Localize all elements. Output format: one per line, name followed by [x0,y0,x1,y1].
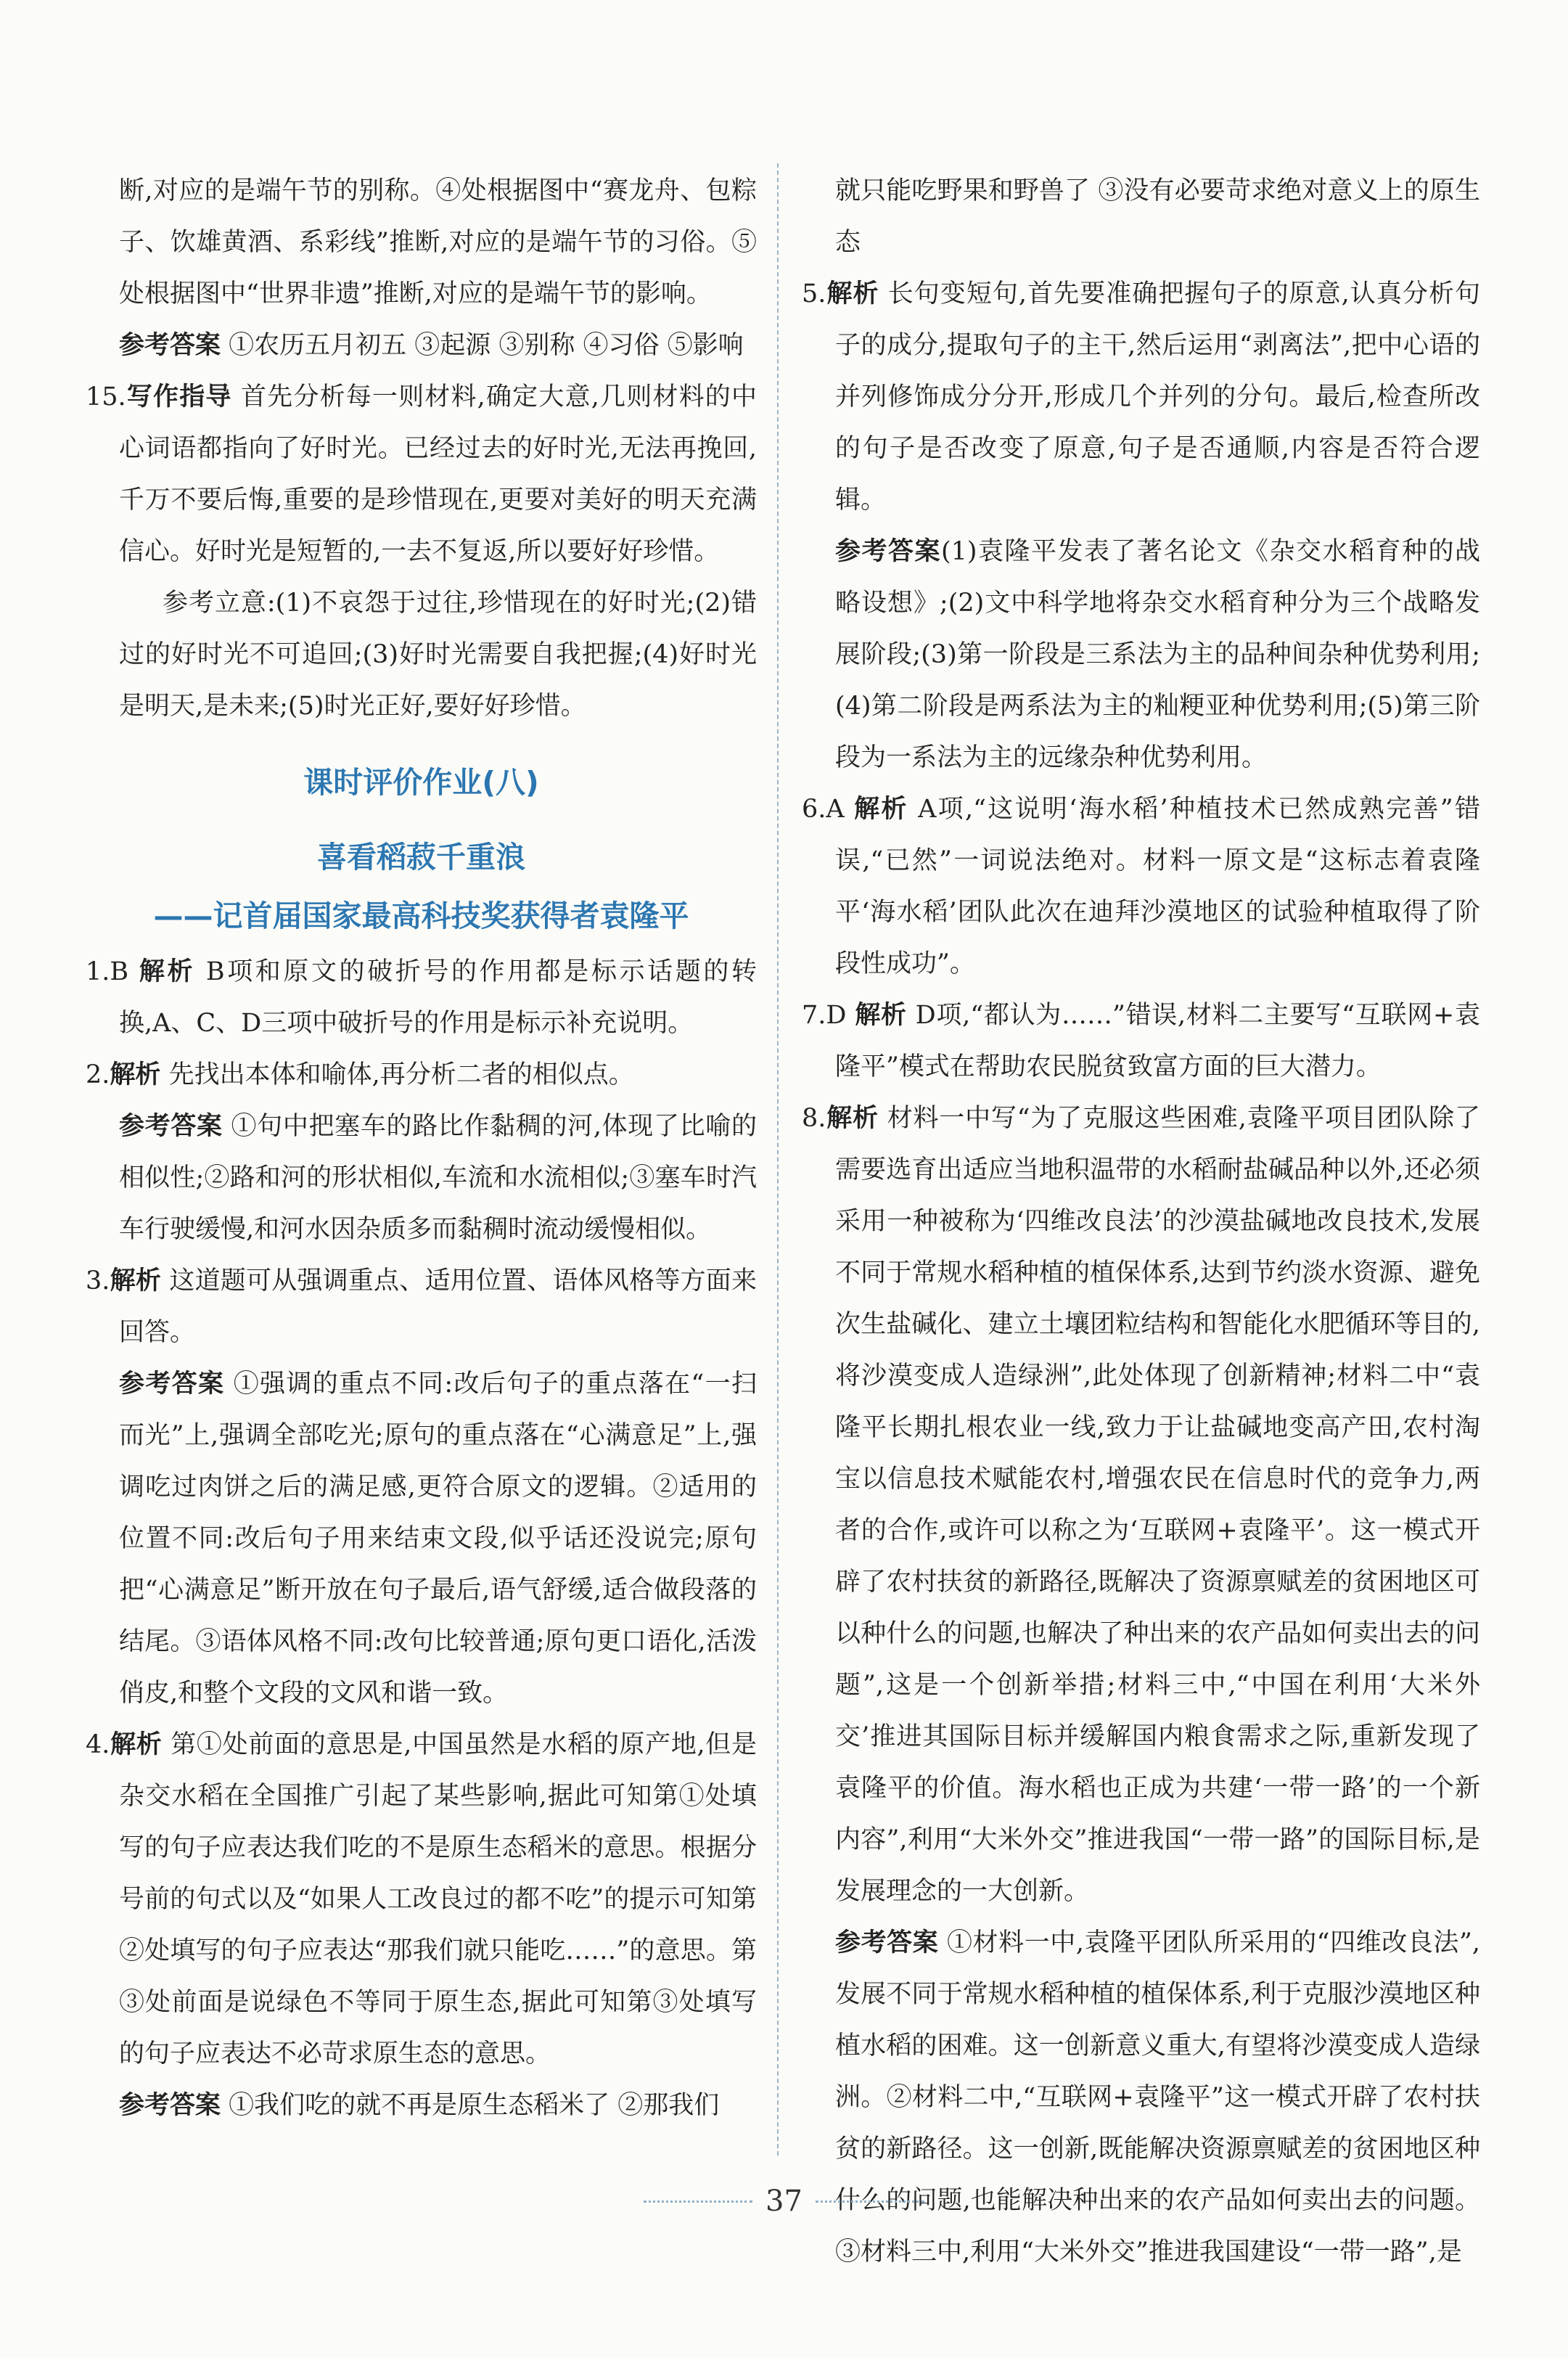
writing-guide-text: 首先分析每一则材料,确定大意,几则材料的中心词语都指向了好时光。已经过去的好时光,无法再挽回,千万不要后悔,重要的是珍惜现在,更要对美好的明天充满信心。好时光是短暂的,一去不复返,所以要好好珍惜。 [119,382,757,566]
reference-answer-text: ①强调的重点不同:改后句子的重点落在“一扫而光”上,强调全部吃光;原句的重点落在“心满意足”上,强调吃过肉饼之后的满足感,更符合原文的逻辑。②适用的位置不同:改后句子用来结束文段,似乎话还没说完;原句把“心满意足”断开放在句子最后,语气舒缓,适合做段落的结尾。③语体风格不同:改句比较普通;原句更口语化,活泼俏皮,和整个文段的文风和谐一致。 [119,1370,757,1708]
question-2 [86,1049,757,1101]
footer-ornament-left [644,2201,752,2203]
analysis-label: 解析 [139,957,196,986]
reference-answer-label: 参考答案 [119,1370,225,1399]
footer-ornament-right [816,2201,924,2203]
question-number: 3. [86,1266,110,1295]
reference-answer-text: ①材料一中,袁隆平团队所采用的“四维改良法”,发展不同于常规水稻种植的植保体系,利于克服沙漠地区种植水稻的困难。这一创新意义重大,有望将沙漠变成人造绿洲。②材料二中,“互联网+袁隆平”这一模式开辟了农村扶贫的新路径。这一创新,既能解决资源禀赋差的贫困地区种什么的问题,也能解决种出来的农产品如何卖出去的问题。③材料三中,利用“大米外交”推进我国建设“一带一路”,是 [835,1928,1480,2267]
reference-answer-label: 参考答案 [835,537,941,566]
paragraph-text: 就只能吃野果和野兽了 ③没有必要苛求绝对意义上的原生态 [835,176,1480,257]
question-number: 15. [86,382,126,412]
reference-answer-text: ①农历五月初五 ③起源 ③别称 ④习俗 ⑤影响 [229,331,744,360]
question-number: 8. [802,1104,826,1133]
question-4 [86,1719,757,2080]
paragraph-text: 参考立意:(1)不哀怨于过往,珍惜现在的好时光;(2)错过的好时光不可追回;(3)好时光需要自我把握;(4)好时光是明天,是未来;(5)时光正好,要好好珍惜。 [119,589,757,721]
reference-answer-text: ①我们吃的就不再是原生态稻米了 ②那我们 [229,2091,720,2120]
question-5 [802,269,1480,526]
reference-answer-text: (1)袁隆平发表了著名论文《杂交水稻育种的战略设想》;(2)文中科学地将杂交水稻育种分为三个战略发展阶段;(3)第一阶段是三系法为主的品种间杂种优势利用;(4)第二阶段是两系法为主的籼粳亚种优势利用;(5)第三阶段为一系法为主的远缘杂种优势利用。 [835,537,1480,772]
analysis-text: 先找出本体和喻体,再分析二者的相似点。 [168,1060,634,1089]
question-3 [86,1256,757,1359]
answer-14-reference [86,320,757,372]
left-column [86,165,757,2132]
question-4-answer-continued [802,165,1480,269]
question-8 [802,1093,1480,1917]
analysis-label: 解析 [826,1104,879,1133]
analysis-label: 解析 [855,1001,907,1030]
reference-answer-label: 参考答案 [119,331,221,360]
question-number: 2. [86,1060,110,1089]
question-3-answer [86,1359,757,1719]
reference-answer-label: 参考答案 [119,1112,223,1141]
right-column [802,165,1480,2278]
analysis-label: 解析 [110,1730,163,1759]
question-number: 5. [802,279,826,308]
analysis-label: 解析 [854,795,908,824]
column-divider [777,163,779,2156]
section-title: 课时评价作业(八) [303,765,539,800]
question-1 [86,946,757,1049]
analysis-label: 解析 [110,1266,162,1295]
lesson-title: 喜看稻菽千重浪 [317,840,525,875]
analysis-text: A项,“这说明‘海水稻’种植技术已然成熟完善”错误,“已然”一词说法绝对。材料一原文是“这标志着袁隆平‘海水稻’团队此次在迪拜沙漠地区的试验种植取得了阶段性成功”。 [835,795,1480,978]
question-5-answer [802,526,1480,784]
question-6 [802,784,1480,990]
reference-answer-label: 参考答案 [119,2091,221,2120]
analysis-text: 这道题可从强调重点、适用位置、语体风格等方面来回答。 [119,1266,757,1347]
question-4-answer [86,2080,757,2132]
question-2-answer [86,1101,757,1256]
question-number: 1.B [86,957,129,986]
question-number: 7.D [802,1001,847,1030]
analysis-text: B项和原文的破折号的作用都是标示话题的转换,A、C、D三项中破折号的作用是标示补充说明。 [119,957,757,1038]
question-number: 4. [86,1730,110,1759]
page-footer [0,2185,1568,2218]
paragraph-text: 断,对应的是端午节的别称。④处根据图中“赛龙舟、包粽子、饮雄黄酒、系彩线”推断,对应的是端午节的习俗。⑤处根据图中“世界非遗”推断,对应的是端午节的影响。 [119,176,757,308]
question-15-reference-ideas [86,578,757,732]
lesson-subtitle: ——记首届国家最高科技奖获得者袁隆平 [153,898,689,933]
analysis-text: D项,“都认为……”错误,材料二主要写“互联网+袁隆平”模式在帮助农民脱贫致富方面的巨大潜力。 [835,1001,1480,1081]
analysis-text: 第①处前面的意思是,中国虽然是水稻的原产地,但是杂交水稻在全国推广引起了某些影响,据此可知第①处填写的句子应表达我们吃的不是原生态稻米的意思。根据分号前的句式以及“如果人工改良过的都不吃”的提示可知第②处填写的句子应表达“那我们就只能吃……”的意思。第③处前面是说绿色不等同于原生态,据此可知第③处填写的句子应表达不必苛求原生态的意思。 [119,1730,757,2068]
question-number: 6.A [802,795,845,824]
writing-guide-label: 写作指导 [126,382,232,412]
analysis-label: 解析 [110,1060,161,1089]
analysis-label: 解析 [826,279,879,308]
reference-answer-label: 参考答案 [835,1928,939,1957]
question-15 [86,372,757,578]
reference-answer-text: ①句中把塞车的路比作黏稠的河,体现了比喻的相似性;②路和河的形状相似,车流和水流相似;③塞车时汽车行驶缓慢,和河水因杂质多而黏稠时流动缓慢相似。 [119,1112,757,1244]
analysis-text: 材料一中写“为了克服这些困难,袁隆平项目团队除了需要选育出适应当地积温带的水稻耐盐碱品种以外,还必须采用一种被称为‘四维改良法’的沙漠盐碱地改良技术,发展不同于常规水稻种植的植保体系,达到节约淡水资源、避免次生盐碱化、建立土壤团粒结构和智能化水肥循环等目的,将沙漠变成人造绿洲”,此处体现了创新精神;材料二中“袁隆平长期扎根农业一线,致力于让盐碱地变高产田,农村淘宝以信息技术赋能农村,增强农民在信息时代的竞争力,两者的合作,或许可以称之为‘互联网+袁隆平’。这一模式开辟了农村扶贫的新路径,既解决了资源禀赋差的贫困地区可以种什么的问题,也解决了种出来的农产品如何卖出去的问题”,这是一个创新举措;材料三中,“中国在利用‘大米外交’推进其国际目标并缓解国内粮食需求之际,重新发现了袁隆平的价值。海水稻也正成为共建‘一带一路’的一个新内容”,利用“大米外交”推进我国“一带一路”的国际目标,是发展理念的一大创新。 [835,1104,1480,1906]
answer-14-continued [86,165,757,320]
page-number: 37 [765,2185,803,2218]
analysis-text: 长句变短句,首先要准确把握句子的原意,认真分析句子的成分,提取句子的主干,然后运用“剥离法”,把中心语的并列修饰成分分开,形成几个并列的分句。最后,检查所改的句子是否改变了原意,句子是否通顺,内容是否符合逻辑。 [835,279,1480,515]
question-8-answer [802,1917,1480,2278]
question-7 [802,990,1480,1093]
